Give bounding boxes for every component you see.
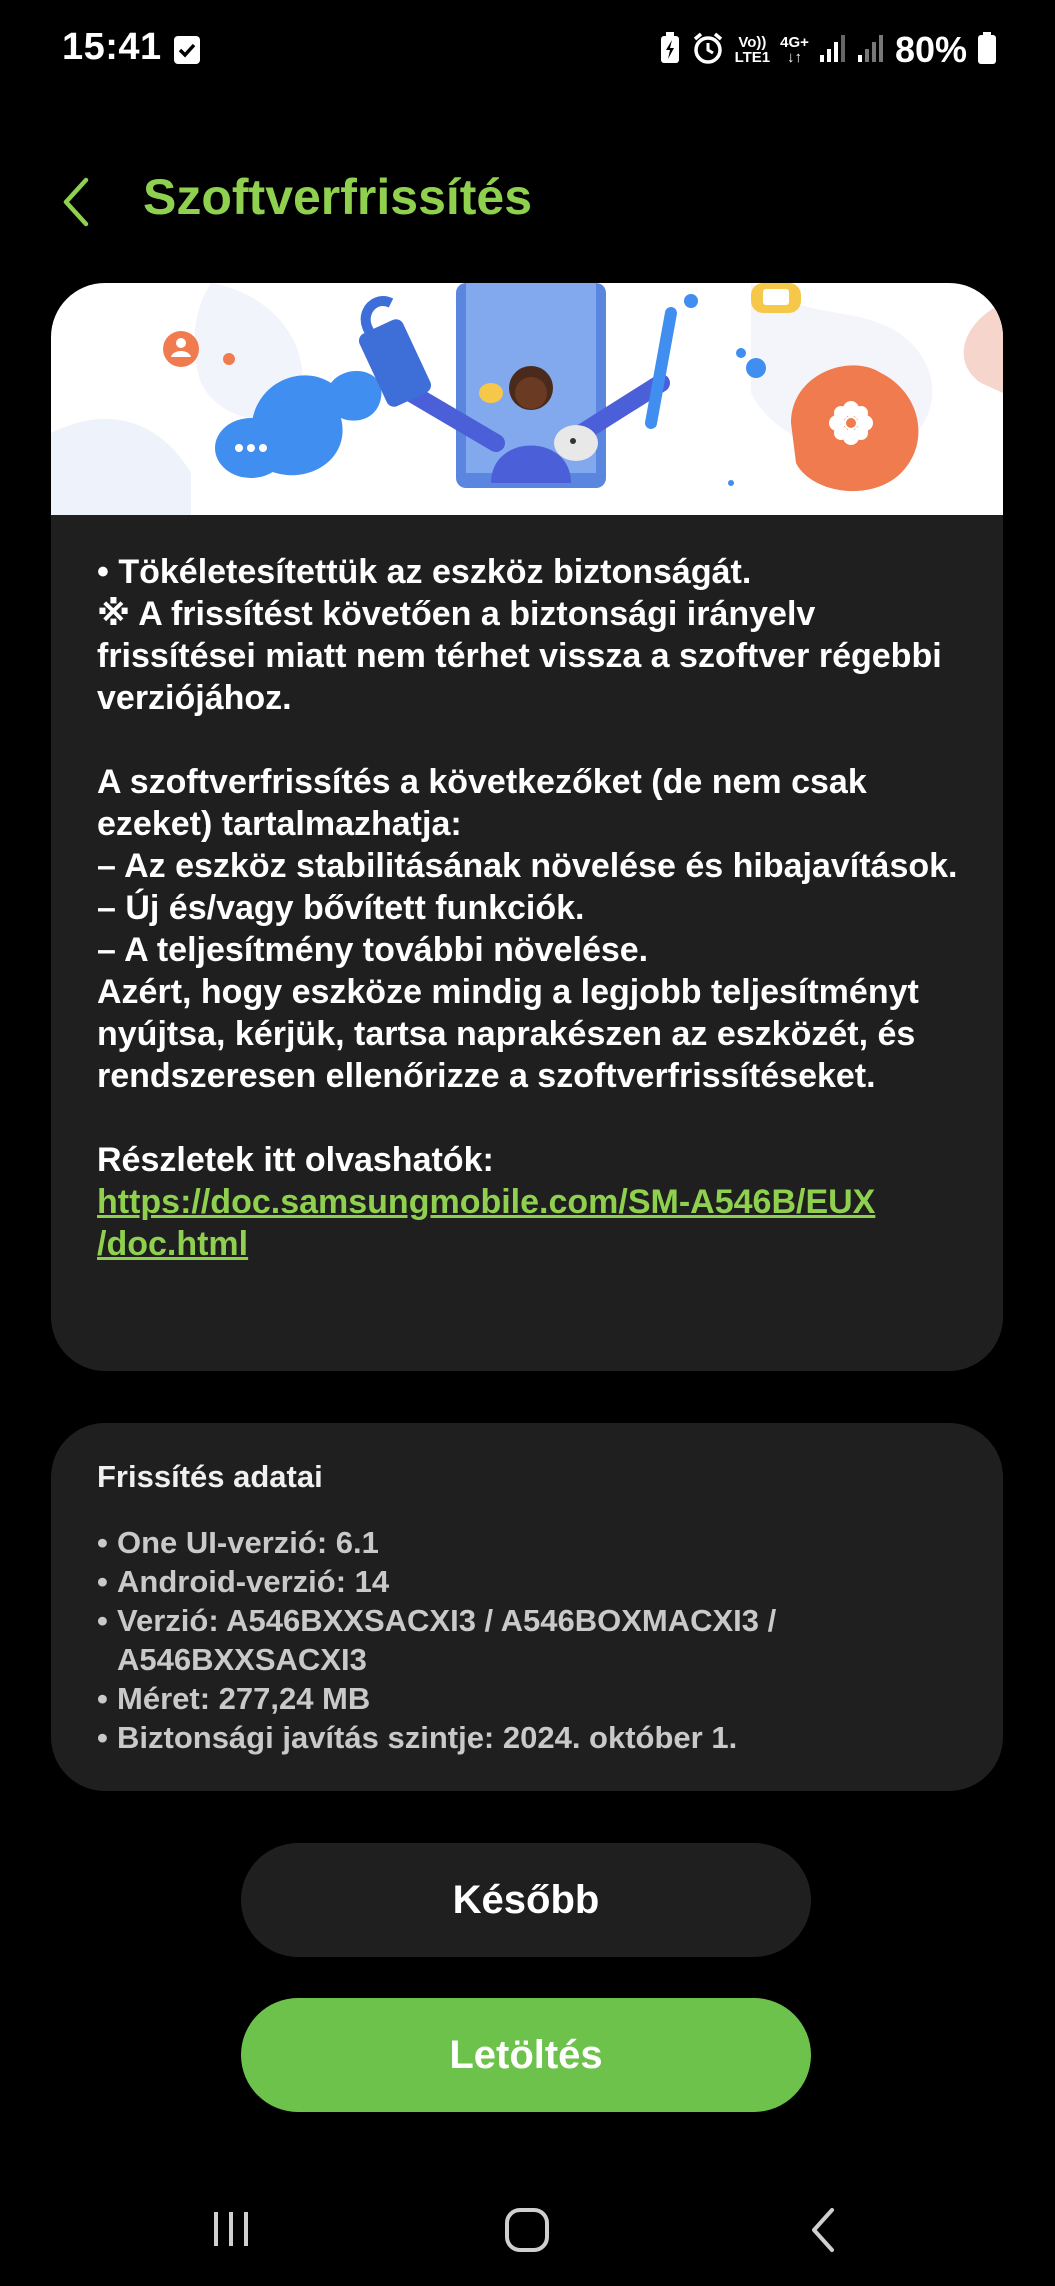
chevron-left-icon	[52, 172, 108, 232]
security-patch-level: Biztonsági javítás szintje: 2024. október 1.	[117, 1720, 738, 1755]
status-time: 15:41	[62, 26, 162, 68]
navigation-bar	[0, 2170, 1055, 2286]
update-recommendation: Azért, hogy eszköze mindig a legjobb teljesítményt nyújtsa, kérjük, tartsa naprakészen az eszközét, és rendszeresen ellenőrizze a szoftverfrissítéseket.	[97, 973, 919, 1095]
release-notes-card	[51, 283, 1003, 1371]
list-item: • One UI-verzió: 6.1	[97, 1525, 379, 1560]
home-icon	[492, 2200, 562, 2260]
battery-icon	[977, 31, 997, 70]
update-contents-intro: A szoftverfrissítés a következőket (de nem csak ezeket) tartalmazhatja:	[97, 763, 867, 843]
checkbox-notification-icon	[174, 36, 200, 64]
one-ui-version: One UI-verzió: 6.1	[117, 1525, 379, 1560]
recent-apps-button[interactable]	[196, 2200, 266, 2260]
volte-icon	[735, 35, 771, 65]
volte-top-label: Vo))	[738, 34, 767, 51]
list-item: • Verzió: A546BXXSACXI3 / A546BOXMACXI3 / A546BXXSACXI3	[97, 1601, 977, 1679]
download-button[interactable]: Letöltés	[241, 1998, 811, 2112]
details-label: Részletek itt olvashatók:	[97, 1141, 494, 1179]
volte-bottom-label: LTE1	[734, 49, 771, 66]
signal-icon-secondary	[857, 33, 885, 68]
details-link-continued[interactable]: /doc.html	[97, 1225, 249, 1263]
battery-saver-icon	[659, 31, 681, 70]
release-notes-text	[97, 551, 977, 1265]
security-note: • Tökéletesítettük az eszköz biztonságát.	[97, 553, 752, 591]
android-version: Android-verzió: 14	[117, 1564, 390, 1599]
network-type-label: 4G+	[780, 34, 809, 51]
status-bar	[0, 0, 1055, 100]
update-details-title: Frissítés adatai	[97, 1459, 323, 1494]
later-button[interactable]: Később	[241, 1843, 811, 1957]
recent-apps-icon	[196, 2200, 266, 2260]
data-arrows-icon: ↓↑	[787, 49, 803, 66]
back-chevron-icon	[788, 2200, 858, 2260]
list-item: • Biztonsági javítás szintje: 2024. október 1.	[97, 1720, 738, 1755]
update-contents-item: – Új és/vagy bővített funkciók.	[97, 889, 585, 927]
update-banner-illustration	[51, 283, 1003, 515]
page-title: Szoftverfrissítés	[143, 169, 533, 225]
downgrade-warning: ※ A frissítést követően a biztonsági irányelv frissítései miatt nem térhet vissza a szoftver régebbi verziójához.	[97, 595, 942, 717]
build-version: Verzió: A546BXXSACXI3 / A546BOXMACXI3 / A546BXXSACXI3	[117, 1603, 777, 1677]
network-type-indicator	[780, 35, 809, 65]
update-contents-item: – A teljesítmény további növelése.	[97, 931, 649, 969]
back-nav-button[interactable]	[788, 2200, 858, 2260]
update-size: Méret: 277,24 MB	[117, 1681, 371, 1716]
update-details-card	[51, 1423, 1003, 1791]
signal-icon	[819, 33, 847, 68]
list-item: • Android-verzió: 14	[97, 1564, 390, 1599]
details-link[interactable]: https://doc.samsungmobile.com/SM-A546B/EUX	[97, 1183, 876, 1221]
home-button[interactable]	[492, 2200, 562, 2260]
back-button[interactable]	[52, 172, 108, 232]
list-item: • Méret: 277,24 MB	[97, 1681, 371, 1716]
alarm-icon	[691, 31, 725, 70]
update-contents-item: – Az eszköz stabilitásának növelése és hibajavítások.	[97, 847, 958, 885]
update-details-list	[97, 1523, 977, 1757]
battery-percent: 80%	[894, 29, 967, 70]
